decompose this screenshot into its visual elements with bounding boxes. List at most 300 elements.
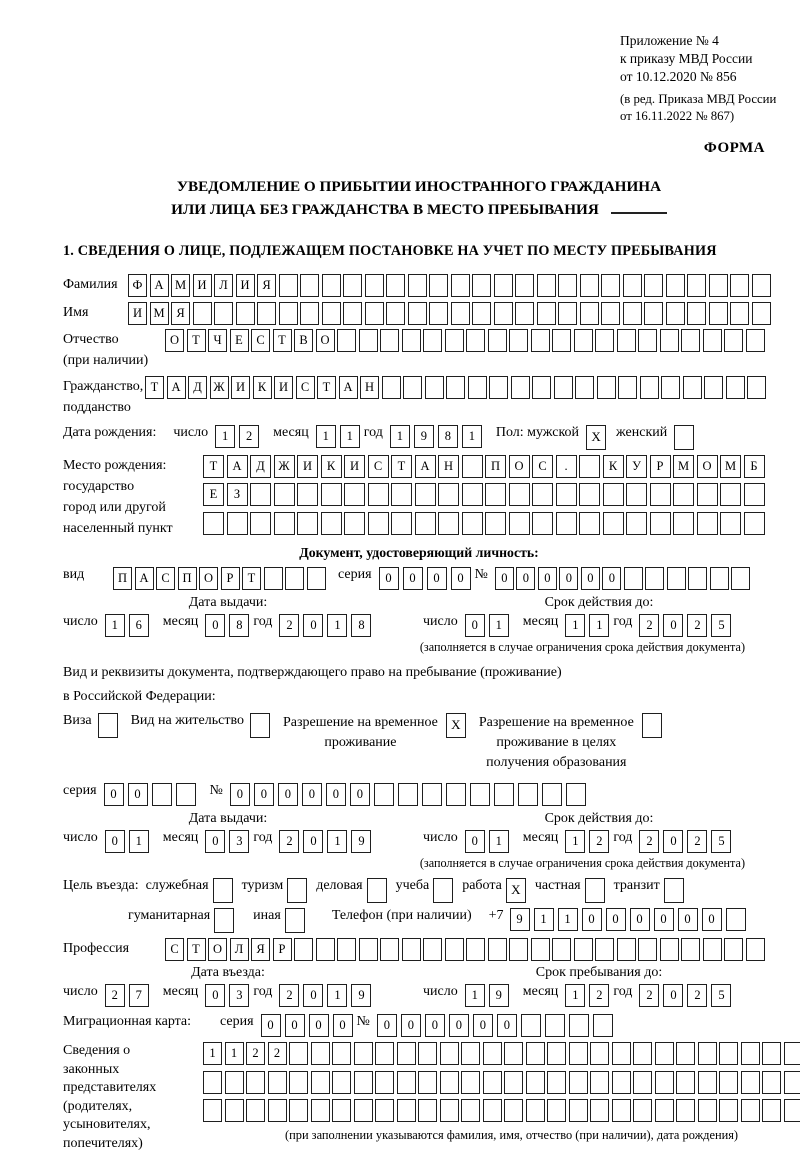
form-cell[interactable] [590, 1071, 609, 1094]
form-cell[interactable] [368, 512, 389, 535]
form-cell[interactable] [624, 567, 643, 590]
form-cell[interactable] [415, 512, 436, 535]
form-cell[interactable] [746, 938, 765, 961]
form-cell[interactable] [311, 1071, 330, 1094]
form-cell[interactable] [279, 302, 298, 325]
form-cell[interactable] [470, 783, 490, 806]
form-cell[interactable]: З [227, 483, 248, 506]
form-cell[interactable] [752, 274, 771, 297]
form-cell[interactable]: 0 [663, 614, 683, 637]
form-cell[interactable] [666, 274, 685, 297]
form-cell[interactable]: 0 [254, 783, 274, 806]
form-cell[interactable] [462, 483, 483, 506]
form-cell[interactable]: 0 [205, 984, 225, 1007]
form-cell[interactable]: 9 [510, 908, 530, 931]
form-cell[interactable]: 0 [261, 1014, 281, 1037]
form-cell[interactable]: 0 [582, 908, 602, 931]
form-cell[interactable] [558, 274, 577, 297]
form-cell[interactable]: О [208, 938, 227, 961]
form-cell[interactable]: Т [187, 329, 206, 352]
form-cell[interactable] [509, 938, 528, 961]
form-cell[interactable]: 0 [451, 567, 471, 590]
form-cell[interactable] [698, 1099, 717, 1122]
form-cell[interactable] [321, 512, 342, 535]
form-cell[interactable] [661, 376, 680, 399]
form-cell[interactable]: 2 [589, 830, 609, 853]
form-cell[interactable]: Я [257, 274, 276, 297]
form-cell[interactable]: 3 [229, 984, 249, 1007]
form-cell[interactable] [402, 938, 421, 961]
form-cell[interactable] [574, 938, 593, 961]
form-cell[interactable] [485, 512, 506, 535]
form-cell[interactable]: С [532, 455, 553, 478]
form-cell[interactable] [511, 376, 530, 399]
form-cell[interactable] [250, 512, 271, 535]
form-cell[interactable]: 1 [558, 908, 578, 931]
purpose-study-checkbox[interactable] [433, 878, 453, 903]
form-cell[interactable]: Ж [274, 455, 295, 478]
form-cell[interactable]: 8 [438, 425, 458, 448]
form-cell[interactable] [703, 938, 722, 961]
form-cell[interactable] [472, 302, 491, 325]
form-cell[interactable]: Т [203, 455, 224, 478]
form-cell[interactable] [580, 274, 599, 297]
form-cell[interactable]: С [368, 455, 389, 478]
form-cell[interactable] [451, 302, 470, 325]
form-cell[interactable] [300, 274, 319, 297]
form-cell[interactable]: И [297, 455, 318, 478]
form-cell[interactable]: 2 [639, 830, 659, 853]
form-cell[interactable] [618, 376, 637, 399]
form-cell[interactable] [558, 302, 577, 325]
form-cell[interactable] [687, 302, 706, 325]
form-cell[interactable] [423, 938, 442, 961]
form-cell[interactable] [375, 1042, 394, 1065]
form-cell[interactable] [518, 783, 538, 806]
form-cell[interactable]: 0 [230, 783, 250, 806]
form-cell[interactable] [638, 329, 657, 352]
temp-residence-checkbox[interactable]: X [446, 713, 466, 738]
form-cell[interactable]: И [128, 302, 147, 325]
form-cell[interactable] [644, 274, 663, 297]
form-cell[interactable]: М [720, 455, 741, 478]
form-cell[interactable] [655, 1099, 674, 1122]
form-cell[interactable]: 3 [229, 830, 249, 853]
form-cell[interactable] [784, 1042, 800, 1065]
form-cell[interactable]: 1 [565, 830, 585, 853]
form-cell[interactable] [676, 1099, 695, 1122]
form-cell[interactable]: 2 [279, 830, 299, 853]
form-cell[interactable] [225, 1099, 244, 1122]
form-cell[interactable] [451, 274, 470, 297]
form-cell[interactable]: 2 [268, 1042, 287, 1065]
form-cell[interactable] [322, 302, 341, 325]
form-cell[interactable] [203, 1071, 222, 1094]
form-cell[interactable] [660, 329, 679, 352]
form-cell[interactable] [316, 938, 335, 961]
form-cell[interactable]: Д [188, 376, 207, 399]
form-cell[interactable] [264, 567, 283, 590]
form-cell[interactable] [681, 329, 700, 352]
form-cell[interactable] [375, 1071, 394, 1094]
form-cell[interactable] [569, 1014, 589, 1037]
form-cell[interactable]: 1 [489, 830, 509, 853]
form-cell[interactable] [368, 483, 389, 506]
form-cell[interactable] [719, 1071, 738, 1094]
form-cell[interactable] [650, 512, 671, 535]
form-cell[interactable]: Ч [208, 329, 227, 352]
form-cell[interactable] [250, 483, 271, 506]
form-cell[interactable] [246, 1071, 265, 1094]
form-cell[interactable]: 0 [401, 1014, 421, 1037]
form-cell[interactable] [466, 329, 485, 352]
form-cell[interactable] [466, 938, 485, 961]
form-cell[interactable] [569, 1071, 588, 1094]
form-cell[interactable]: 1 [565, 984, 585, 1007]
form-cell[interactable] [784, 1099, 800, 1122]
form-cell[interactable]: 0 [495, 567, 514, 590]
form-cell[interactable]: 0 [427, 567, 447, 590]
visa-checkbox[interactable] [98, 713, 118, 738]
form-cell[interactable]: С [296, 376, 315, 399]
form-cell[interactable] [354, 1099, 373, 1122]
form-cell[interactable] [274, 483, 295, 506]
form-cell[interactable]: 2 [279, 614, 299, 637]
form-cell[interactable] [375, 1099, 394, 1122]
form-cell[interactable] [391, 512, 412, 535]
form-cell[interactable]: 0 [465, 614, 485, 637]
form-cell[interactable] [603, 483, 624, 506]
form-cell[interactable] [569, 1042, 588, 1065]
form-cell[interactable] [724, 938, 743, 961]
form-cell[interactable] [343, 302, 362, 325]
form-cell[interactable] [483, 1071, 502, 1094]
form-cell[interactable] [784, 1071, 800, 1094]
form-cell[interactable]: И [344, 455, 365, 478]
form-cell[interactable] [402, 329, 421, 352]
form-cell[interactable] [601, 302, 620, 325]
form-cell[interactable] [294, 938, 313, 961]
form-cell[interactable] [297, 483, 318, 506]
form-cell[interactable] [397, 1099, 416, 1122]
form-cell[interactable] [297, 512, 318, 535]
form-cell[interactable]: 0 [278, 783, 298, 806]
form-cell[interactable] [547, 1042, 566, 1065]
form-cell[interactable]: 0 [205, 830, 225, 853]
form-cell[interactable] [332, 1099, 351, 1122]
form-cell[interactable] [730, 302, 749, 325]
form-cell[interactable] [744, 512, 765, 535]
form-cell[interactable]: 0 [302, 783, 322, 806]
form-cell[interactable] [644, 302, 663, 325]
form-cell[interactable]: 9 [351, 830, 371, 853]
form-cell[interactable]: 0 [602, 567, 621, 590]
form-cell[interactable] [532, 512, 553, 535]
form-cell[interactable]: Ф [128, 274, 147, 297]
form-cell[interactable] [380, 938, 399, 961]
form-cell[interactable]: 0 [379, 567, 399, 590]
form-cell[interactable] [531, 329, 550, 352]
form-cell[interactable] [526, 1099, 545, 1122]
form-cell[interactable]: А [227, 455, 248, 478]
form-cell[interactable] [590, 1099, 609, 1122]
form-cell[interactable] [747, 376, 766, 399]
form-cell[interactable]: О [199, 567, 218, 590]
form-cell[interactable] [601, 274, 620, 297]
form-cell[interactable]: 0 [581, 567, 600, 590]
form-cell[interactable]: 9 [351, 984, 371, 1007]
form-cell[interactable]: 0 [516, 567, 535, 590]
form-cell[interactable] [446, 376, 465, 399]
form-cell[interactable] [279, 274, 298, 297]
form-cell[interactable] [268, 1071, 287, 1094]
form-cell[interactable]: 0 [606, 908, 626, 931]
form-cell[interactable]: М [171, 274, 190, 297]
form-cell[interactable] [509, 483, 530, 506]
form-cell[interactable]: 5 [711, 984, 731, 1007]
purpose-other-checkbox[interactable] [285, 908, 305, 933]
form-cell[interactable]: 1 [203, 1042, 222, 1065]
form-cell[interactable] [703, 329, 722, 352]
form-cell[interactable] [633, 1071, 652, 1094]
form-cell[interactable] [617, 329, 636, 352]
form-cell[interactable]: К [603, 455, 624, 478]
form-cell[interactable] [429, 302, 448, 325]
form-cell[interactable] [374, 783, 394, 806]
form-cell[interactable] [438, 512, 459, 535]
form-cell[interactable] [731, 567, 750, 590]
form-cell[interactable] [531, 938, 550, 961]
form-cell[interactable] [526, 1042, 545, 1065]
form-cell[interactable] [655, 1071, 674, 1094]
form-cell[interactable]: К [321, 455, 342, 478]
form-cell[interactable] [509, 512, 530, 535]
form-cell[interactable] [687, 274, 706, 297]
form-cell[interactable]: 1 [589, 614, 609, 637]
form-cell[interactable] [595, 938, 614, 961]
form-cell[interactable] [504, 1071, 523, 1094]
form-cell[interactable] [354, 1071, 373, 1094]
form-cell[interactable] [741, 1042, 760, 1065]
form-cell[interactable] [617, 938, 636, 961]
form-cell[interactable]: Т [273, 329, 292, 352]
form-cell[interactable] [569, 1099, 588, 1122]
form-cell[interactable] [382, 376, 401, 399]
form-cell[interactable]: 2 [687, 830, 707, 853]
purpose-work-checkbox[interactable]: X [506, 878, 526, 903]
form-cell[interactable] [720, 483, 741, 506]
form-cell[interactable]: Т [317, 376, 336, 399]
form-cell[interactable]: 8 [351, 614, 371, 637]
form-cell[interactable]: 0 [538, 567, 557, 590]
form-cell[interactable]: Ж [210, 376, 229, 399]
form-cell[interactable]: Д [250, 455, 271, 478]
form-cell[interactable] [515, 274, 534, 297]
form-cell[interactable] [365, 302, 384, 325]
form-cell[interactable] [532, 483, 553, 506]
form-cell[interactable] [697, 483, 718, 506]
form-cell[interactable]: 1 [462, 425, 482, 448]
form-cell[interactable]: . [556, 455, 577, 478]
form-cell[interactable]: 2 [105, 984, 125, 1007]
form-cell[interactable]: 0 [105, 830, 125, 853]
form-cell[interactable] [418, 1071, 437, 1094]
form-cell[interactable]: 1 [390, 425, 410, 448]
form-cell[interactable] [704, 376, 723, 399]
form-cell[interactable]: И [193, 274, 212, 297]
form-cell[interactable] [236, 302, 255, 325]
form-cell[interactable]: В [294, 329, 313, 352]
form-cell[interactable] [386, 274, 405, 297]
form-cell[interactable] [726, 908, 746, 931]
form-cell[interactable] [408, 274, 427, 297]
form-cell[interactable] [640, 376, 659, 399]
form-cell[interactable] [429, 274, 448, 297]
form-cell[interactable] [762, 1099, 781, 1122]
form-cell[interactable]: 1 [565, 614, 585, 637]
form-cell[interactable]: 6 [129, 614, 149, 637]
purpose-humanitarian-checkbox[interactable] [214, 908, 234, 933]
form-cell[interactable] [612, 1071, 631, 1094]
form-cell[interactable] [418, 1042, 437, 1065]
form-cell[interactable] [746, 329, 765, 352]
form-cell[interactable] [612, 1099, 631, 1122]
form-cell[interactable] [344, 512, 365, 535]
form-cell[interactable] [446, 783, 466, 806]
form-cell[interactable] [311, 1042, 330, 1065]
form-cell[interactable] [579, 455, 600, 478]
form-cell[interactable] [579, 483, 600, 506]
form-cell[interactable] [203, 512, 224, 535]
purpose-business-checkbox[interactable] [367, 878, 387, 903]
form-cell[interactable] [504, 1042, 523, 1065]
form-cell[interactable] [580, 302, 599, 325]
form-cell[interactable]: О [697, 455, 718, 478]
form-cell[interactable]: 1 [327, 984, 347, 1007]
form-cell[interactable] [408, 302, 427, 325]
form-cell[interactable]: 9 [489, 984, 509, 1007]
form-cell[interactable] [225, 1071, 244, 1094]
form-cell[interactable] [485, 483, 506, 506]
form-cell[interactable] [461, 1099, 480, 1122]
form-cell[interactable] [554, 376, 573, 399]
form-cell[interactable]: Т [242, 567, 261, 590]
form-cell[interactable] [666, 302, 685, 325]
form-cell[interactable] [462, 512, 483, 535]
form-cell[interactable] [359, 329, 378, 352]
form-cell[interactable] [730, 274, 749, 297]
form-cell[interactable] [547, 1071, 566, 1094]
form-cell[interactable]: 0 [326, 783, 346, 806]
form-cell[interactable]: Л [214, 274, 233, 297]
form-cell[interactable] [365, 274, 384, 297]
form-cell[interactable]: 1 [225, 1042, 244, 1065]
form-cell[interactable] [744, 483, 765, 506]
form-cell[interactable] [537, 274, 556, 297]
form-cell[interactable] [719, 1099, 738, 1122]
form-cell[interactable] [461, 1042, 480, 1065]
form-cell[interactable] [332, 1071, 351, 1094]
form-cell[interactable] [468, 376, 487, 399]
form-cell[interactable] [676, 1042, 695, 1065]
form-cell[interactable] [438, 483, 459, 506]
form-cell[interactable] [556, 512, 577, 535]
form-cell[interactable]: М [150, 302, 169, 325]
purpose-tourism-checkbox[interactable] [287, 878, 307, 903]
form-cell[interactable]: С [165, 938, 184, 961]
form-cell[interactable]: О [165, 329, 184, 352]
form-cell[interactable] [724, 329, 743, 352]
form-cell[interactable] [227, 512, 248, 535]
form-cell[interactable] [332, 1042, 351, 1065]
form-cell[interactable] [673, 512, 694, 535]
form-cell[interactable] [289, 1042, 308, 1065]
form-cell[interactable] [681, 938, 700, 961]
form-cell[interactable]: П [178, 567, 197, 590]
form-cell[interactable]: 0 [497, 1014, 517, 1037]
form-cell[interactable] [645, 567, 664, 590]
form-cell[interactable] [532, 376, 551, 399]
form-cell[interactable]: 5 [711, 614, 731, 637]
form-cell[interactable] [537, 302, 556, 325]
form-cell[interactable]: 0 [630, 908, 650, 931]
form-cell[interactable] [688, 567, 707, 590]
form-cell[interactable]: Р [650, 455, 671, 478]
form-cell[interactable]: А [135, 567, 154, 590]
form-cell[interactable] [440, 1042, 459, 1065]
form-cell[interactable]: 0 [303, 984, 323, 1007]
form-cell[interactable]: 1 [465, 984, 485, 1007]
form-cell[interactable] [380, 329, 399, 352]
form-cell[interactable] [698, 1071, 717, 1094]
form-cell[interactable] [488, 938, 507, 961]
form-cell[interactable] [415, 483, 436, 506]
form-cell[interactable] [285, 567, 304, 590]
form-cell[interactable]: 0 [678, 908, 698, 931]
form-cell[interactable] [322, 274, 341, 297]
form-cell[interactable] [483, 1042, 502, 1065]
form-cell[interactable] [422, 783, 442, 806]
form-cell[interactable] [488, 329, 507, 352]
form-cell[interactable] [509, 329, 528, 352]
form-cell[interactable]: 9 [414, 425, 434, 448]
form-cell[interactable] [741, 1071, 760, 1094]
form-cell[interactable] [391, 483, 412, 506]
form-cell[interactable] [494, 783, 514, 806]
form-cell[interactable] [494, 274, 513, 297]
form-cell[interactable] [597, 376, 616, 399]
form-cell[interactable]: Я [251, 938, 270, 961]
form-cell[interactable] [575, 376, 594, 399]
form-cell[interactable] [504, 1099, 523, 1122]
form-cell[interactable] [289, 1071, 308, 1094]
form-cell[interactable] [660, 938, 679, 961]
form-cell[interactable]: 0 [425, 1014, 445, 1037]
purpose-transit-checkbox[interactable] [664, 878, 684, 903]
form-cell[interactable]: О [509, 455, 530, 478]
form-cell[interactable]: 0 [205, 614, 225, 637]
form-cell[interactable] [612, 1042, 631, 1065]
form-cell[interactable] [274, 512, 295, 535]
form-cell[interactable] [483, 1099, 502, 1122]
form-cell[interactable]: 1 [129, 830, 149, 853]
form-cell[interactable] [741, 1099, 760, 1122]
form-cell[interactable]: 1 [534, 908, 554, 931]
form-cell[interactable]: 0 [303, 614, 323, 637]
form-cell[interactable] [445, 938, 464, 961]
form-cell[interactable] [321, 483, 342, 506]
form-cell[interactable]: 1 [316, 425, 336, 448]
